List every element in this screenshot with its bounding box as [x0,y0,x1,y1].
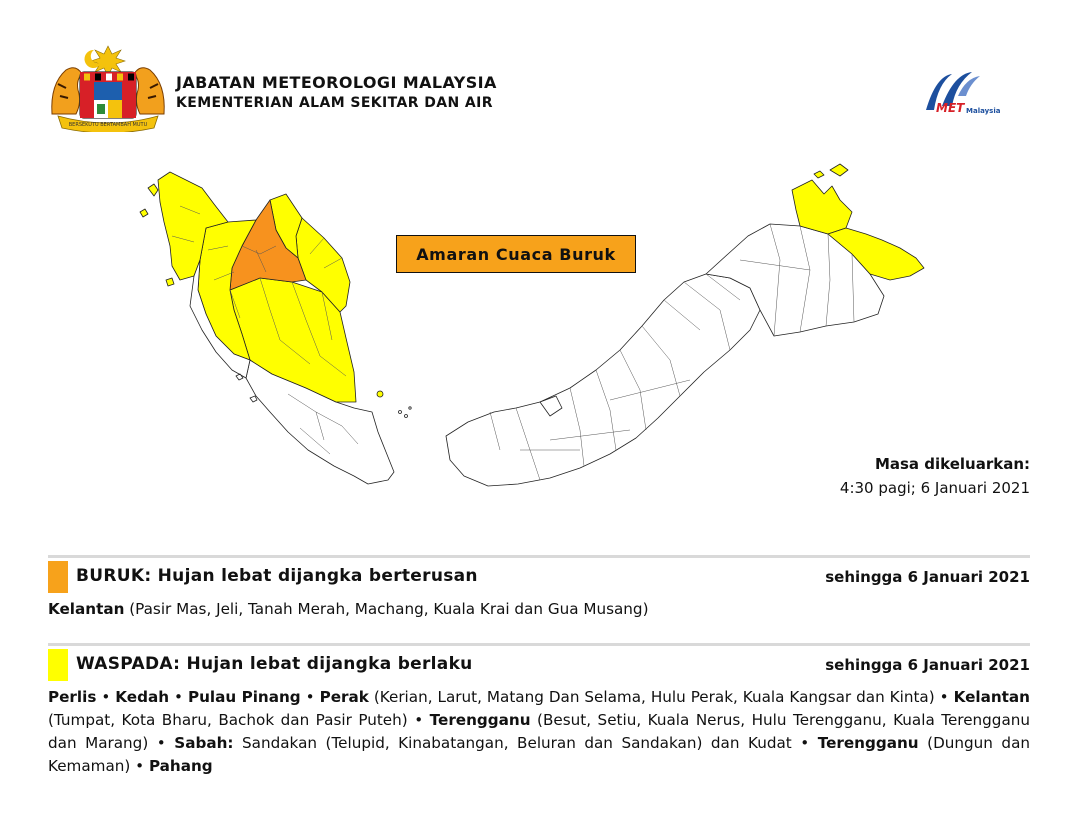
area-separator: • [300,688,320,706]
severity-label: WASPADA: Hujan lebat dijangka berlaku [76,654,473,674]
warning-map [110,150,950,510]
area-state: Kelantan [48,600,125,618]
severe-area-list [48,598,1030,621]
area-districts: (Dungun dan Kemaman) [48,734,1031,775]
divider [48,555,1030,558]
agency-name-line1: JABATAN METEOROLOGI MALAYSIA [176,73,497,92]
coat-of-arms-icon [48,44,168,132]
area-state: Kelantan [953,688,1030,706]
area-separator: • [169,688,188,706]
area-districts: (Tumpat, Kota Bharu, Bachok dan Pasir Puteh) [48,711,408,729]
area-state: Sabah: [174,734,234,752]
severity-until-date: sehingga 6 Januari 2021 [825,568,1030,586]
area-separator: • [791,734,818,752]
area-separator: • [934,688,954,706]
area-state: Kedah [115,688,170,706]
region-sabah-kudat [792,180,852,234]
met-logo-text: MET [936,101,965,115]
issued-time [840,452,1030,500]
crest-motto: BERSEKUTU BERTAMBAH MUTU [68,122,148,128]
area-districts: (Pasir Mas, Jeli, Tanah Merah, Machang, Kuala Krai dan Gua Musang) [129,600,649,618]
alert-area-list [48,686,1030,778]
area-state: Perlis [48,688,97,706]
severity-color-bar [48,561,68,593]
met-logo-country: Malaysia [966,107,1001,115]
borneo-malaysia [446,164,924,486]
area-state: Terengganu [429,711,531,729]
met-malaysia-logo [918,66,1030,118]
area-state: Perak [319,688,369,706]
agency-name [176,73,497,113]
region-sarawak [446,274,760,486]
area-districts: (Besut, Setiu, Kuala Nerus, Hulu Terengganu, Kuala Terengganu dan Marang) [48,711,1031,752]
issued-value: 4:30 pagi; 6 Januari 2021 [839,479,1030,497]
area-separator: • [130,757,149,775]
area-separator: • [148,734,175,752]
peninsular-malaysia [140,172,411,484]
issued-label: Masa dikeluarkan: [874,455,1030,473]
severity-color-bar [48,649,68,681]
area-separator: • [407,711,430,729]
area-state: Terengganu [817,734,919,752]
area-districts: Sandakan (Telupid, Kinabatangan, Beluran dan Sandakan) dan Kudat [242,734,792,752]
warning-row-severe [48,561,1030,593]
severity-label: BURUK: Hujan lebat dijangka berterusan [76,566,478,586]
severity-until-date: sehingga 6 Januari 2021 [825,656,1030,674]
divider [48,643,1030,646]
map-title-badge: Amaran Cuaca Buruk [396,235,636,273]
area-districts: (Kerian, Larut, Matang Dan Selama, Hulu Perak, Kuala Kangsar dan Kinta) [373,688,935,706]
area-state: Pahang [148,757,213,775]
ministry-name-line2: KEMENTERIAN ALAM SEKITAR DAN AIR [176,95,493,111]
header [0,0,1080,140]
area-state: Pulau Pinang [187,688,301,706]
warning-row-alert [48,649,1030,681]
area-separator: • [96,688,116,706]
